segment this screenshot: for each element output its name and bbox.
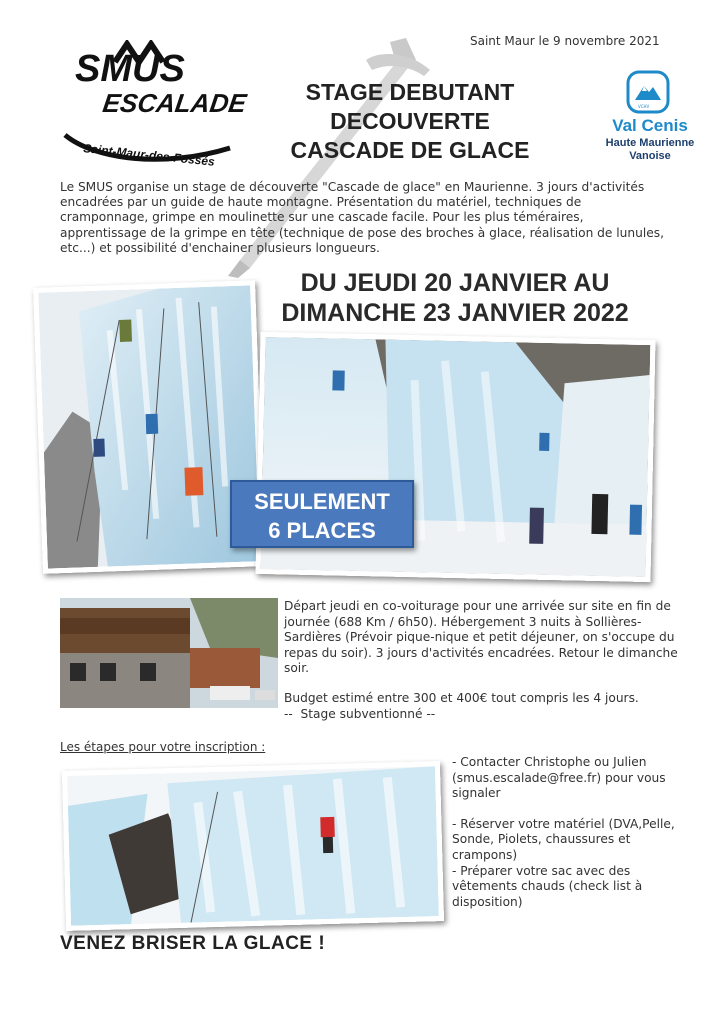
smus-logo-city: Saint-Maur-des-Fossés — [82, 141, 216, 169]
event-dates-line-2: DIMANCHE 23 JANVIER 2022 — [281, 299, 629, 327]
trip-details — [284, 599, 679, 722]
val-cenis-name: Val Cenis — [612, 116, 688, 135]
smus-logo-wordmark: SMUS — [75, 48, 185, 90]
intro-paragraph: Le SMUS organise un stage de découverte "Cascade de glace" en Maurienne. 3 jours d'activités encadrées par un guide de haute montagne. Présentation du matériel, techniques de cramponnage, grimpe en moulinette sur une cascade facile. Pour les plus téméraires, apprentissage de la grimpe en tête (technique de pose des broches à glace, réalisation de lunules, etc...) et possibilité d'enchainer plusieurs longueurs. — [60, 180, 664, 255]
photo-ice-climbers-image — [38, 285, 260, 568]
val-cenis-monogram: VCHV — [638, 104, 650, 109]
photo-chalet-image — [60, 598, 278, 708]
event-dates — [240, 268, 670, 328]
val-cenis-sub1: Haute Maurienne — [605, 137, 695, 149]
steps-heading: Les étapes pour votre inscription : — [60, 740, 266, 754]
places-line-1: SEULEMENT — [254, 489, 390, 514]
photo-single-climber — [62, 761, 444, 931]
places-line-2: 6 PLACES — [268, 518, 376, 543]
smus-escalade-logo — [55, 40, 249, 170]
title-line-1: STAGE DEBUTANT — [305, 79, 515, 105]
val-cenis-sub2: Vanoise — [629, 150, 671, 162]
photo-chalet — [60, 598, 278, 708]
steps-list — [452, 755, 692, 925]
step-item: - Réserver votre matériel (DVA,Pelle, Sonde, Piolets, chaussures et crampons) — [452, 816, 675, 862]
val-cenis-logo — [600, 70, 710, 170]
photo-single-climber-image — [67, 766, 439, 926]
event-dates-line-1: DU JEUDI 20 JANVIER AU — [300, 269, 610, 297]
page-title — [255, 78, 565, 165]
title-line-3: CASCADE DE GLACE — [290, 137, 530, 163]
subsidy-text: -- Stage subventionné -- — [284, 706, 436, 721]
document-date: Saint Maur le 9 novembre 2021 — [470, 34, 660, 48]
step-item: - Préparer votre sac avec des vêtements chauds (check list à disposition) — [452, 863, 643, 909]
smus-logo-subtitle: ESCALADE — [100, 88, 249, 118]
budget-text: Budget estimé entre 300 et 400€ tout compris les 4 jours. — [284, 690, 639, 705]
trip-details-text: Départ jeudi en co-voiturage pour une arrivée sur site en fin de journée (688 Km / 6h50). Hébergement 3 nuits à Sollières-Sardières (Prévoir pique-nique et petit déjeuner, on s'occupe du repas du soir). 3 jours d'activités encadrées. Retour le dimanche soir. — [284, 599, 678, 676]
closing-tagline: VENEZ BRISER LA GLACE ! — [60, 933, 326, 954]
places-badge — [230, 480, 414, 548]
step-item: - Contacter Christophe ou Julien (smus.escalade@free.fr) pour vous signaler — [452, 755, 666, 801]
title-line-2: DECOUVERTE — [330, 108, 490, 134]
